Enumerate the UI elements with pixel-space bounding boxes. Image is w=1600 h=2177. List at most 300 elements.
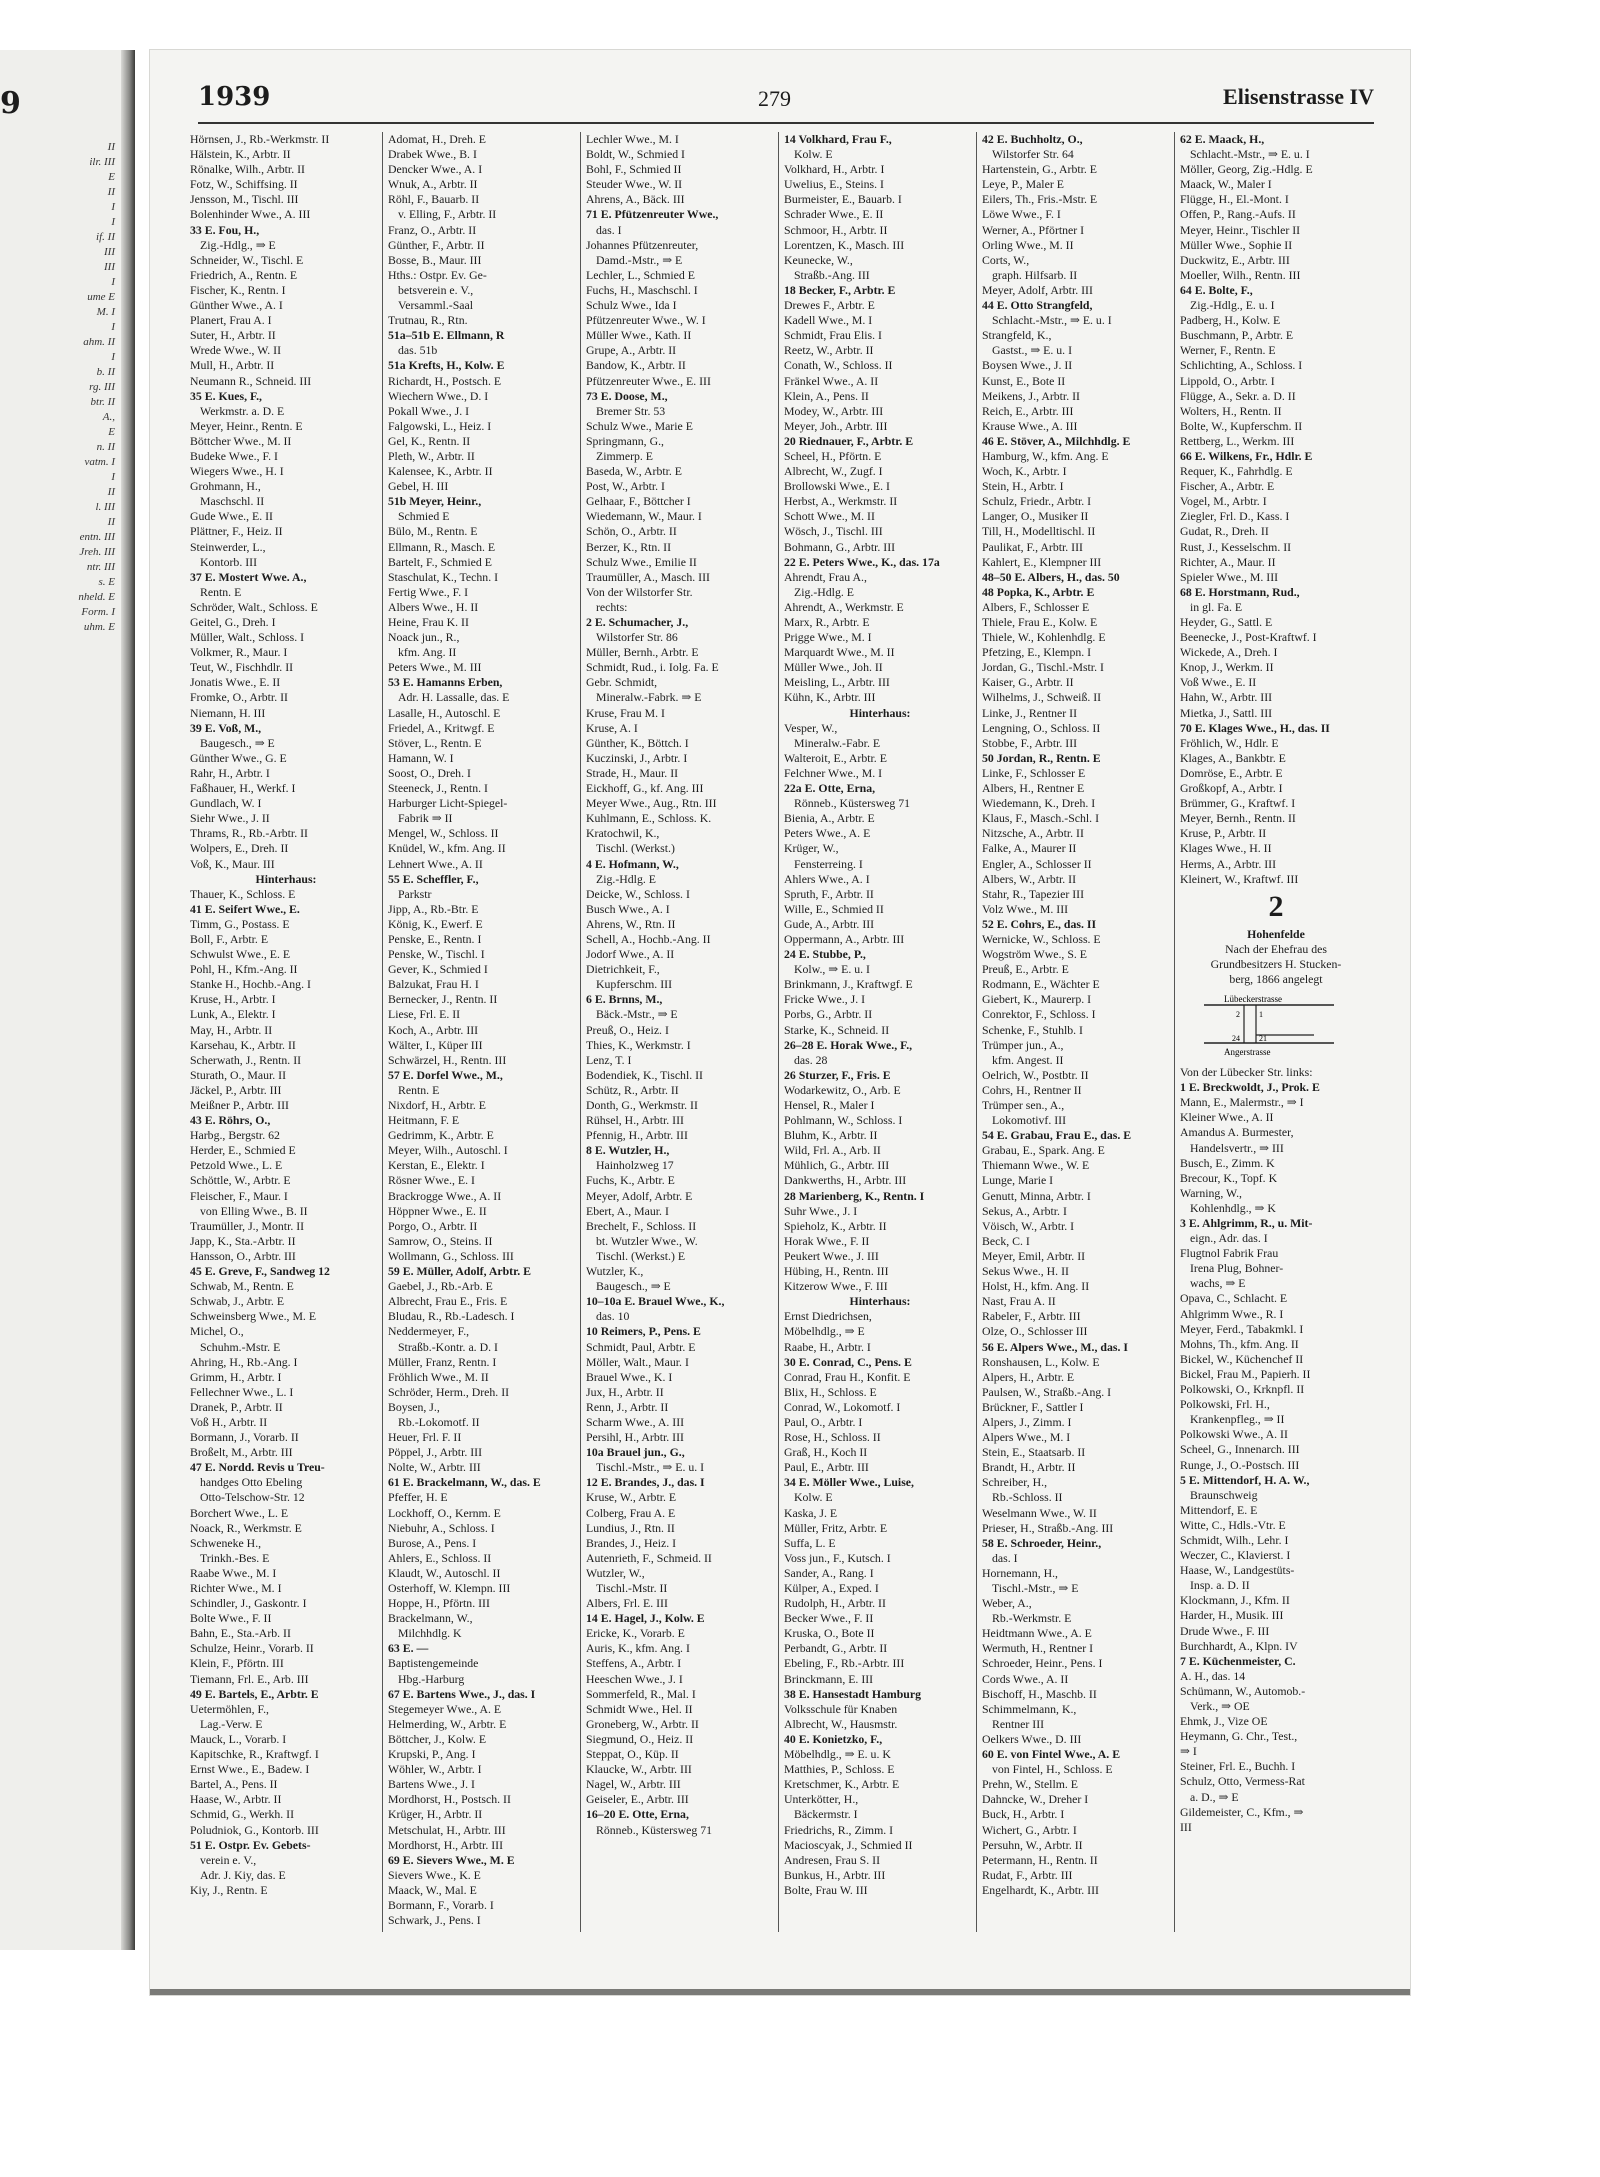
directory-entry: Müller, Bernh., Arbtr. E [586,645,699,660]
directory-entry: Scheel, G., Innenarch. III [1180,1442,1300,1457]
directory-entry: Spieholz, K., Arbtr. II [784,1218,887,1233]
directory-column [582,132,779,1932]
directory-entry: Budeke Wwe., F. I [190,448,278,463]
directory-entry: Schwab, J., Arbtr. E [190,1294,285,1309]
directory-entry: Domröse, E., Arbtr. E [1180,765,1283,780]
directory-entry: Heine, Frau K. II [388,615,469,629]
directory-entry: Donth, G., Werkmstr. II [586,1098,698,1112]
directory-entry: Wilhelms, J., Schweiß. II [982,690,1102,705]
directory-entry: Hths.: Ostpr. Ev. Ge- [388,267,487,282]
directory-entry: Ernst Diedrichsen, [784,1309,872,1324]
directory-entry: Giebert, K., Maurerp. I [982,992,1092,1007]
directory-entry: Dahncke, W., Dreher I [982,1792,1089,1807]
directory-entry: Strangfeld, K., [982,328,1052,343]
directory-entry: Siegmund, O., Heiz. II [586,1731,694,1746]
directory-entry: Günther, F., Arbtr. II [388,237,485,252]
directory-entry: das. I [596,222,622,237]
directory-entry: Timm, G., Postass. E [190,916,290,931]
directory-entry: Pfetzing, E., Klempn. I [982,645,1092,660]
directory-entry: Möller, Walt., Maur. I [586,1354,689,1369]
directory-entry: Klaudt, W., Autoschl. II [388,1565,501,1580]
directory-entry: Zig.-Hdlg. E [596,871,656,886]
directory-entry: Tischl.-Mstr. II [596,1581,668,1595]
directory-entry: Dankwerths, H., Arbtr. III [784,1173,907,1188]
directory-entry: Klages Wwe., H. II [1180,841,1272,856]
book-gutter [121,50,135,1950]
directory-entry: Lehnert Wwe., A. II [388,856,483,871]
directory-entry: Penske, E., Rentn. I [388,931,482,946]
directory-entry: Gever, K., Schmied I [388,962,488,977]
directory-entry: Verk., ⇒ OE [1190,1699,1250,1713]
directory-entry: Pohl, H., Kfm.-Ang. II [190,962,298,977]
directory-entry: Möbelhdlg., ⇒ E [784,1324,865,1339]
directory-entry: Lippold, O., Arbtr. I [1180,373,1275,388]
directory-entry: Bahn, E., Sta.-Arb. II [190,1626,291,1641]
directory-entry: Bienia, A., Arbtr. E [784,811,875,826]
directory-entry: Opava, C., Schlacht. E [1180,1291,1288,1306]
directory-entry: 8 E. Wutzler, H., [586,1143,670,1158]
directory-entry: Paul, E., Arbtr. III [784,1460,869,1475]
directory-entry: Rühsel, H., Arbtr. III [586,1113,684,1128]
prev-page-text-fragment: btr. II [90,396,115,408]
prev-page-text-fragment: vatm. I [84,456,115,468]
directory-entry: Steffens, A., Arbtr. I [586,1656,682,1671]
directory-entry: Wutzler, W., [586,1565,645,1580]
directory-entry: Gundlach, W. I [190,796,262,811]
directory-entry: Boll, F., Arbtr. E [190,931,269,946]
directory-entry: Thrams, R., Rb.-Arbtr. II [190,826,308,841]
directory-entry: Brümmer, G., Kraftwf. I [1180,796,1296,811]
directory-entry: Neumann R., Schneid. III [190,373,312,388]
directory-entry: Harbg., Bergstr. 62 [190,1128,280,1143]
directory-entry: Holst, H., kfm. Ang. II [982,1279,1090,1294]
directory-entry: Böttcher Wwe., M. II [190,433,292,448]
directory-entry: 44 E. Otto Strangfeld, [982,298,1093,313]
directory-column [384,132,581,1932]
directory-entry: 30 E. Conrad, C., Pens. E [784,1354,912,1369]
directory-entry: Pfennig, H., Arbtr. III [586,1128,688,1143]
directory-entry: Fabrik ⇒ II [398,811,453,826]
directory-entry: verein e. V., [200,1852,257,1867]
directory-entry: Niemann, H. III [190,705,266,720]
directory-entry: Reetz, W., Arbtr. II [784,343,874,358]
directory-entry: Stobbe, F., Arbtr. III [982,735,1078,750]
directory-entry: Spruth, F., Arbtr. II [784,886,874,901]
directory-entry: Bludau, R., Rb.-Ladesch. I [388,1309,515,1324]
directory-entry: Keunecke, W., [784,252,853,267]
directory-entry: Meyer, Emil, Arbtr. II [982,1248,1086,1263]
directory-entry: Kitzerow Wwe., F. III [784,1279,888,1294]
directory-entry: Soost, O., Dreh. I [388,765,471,780]
directory-entry: Brecour, K., Topf. K [1180,1170,1278,1185]
directory-entry: Hohenfelde [1247,926,1305,941]
directory-entry: Kuczinski, J., Arbtr. I [586,750,688,765]
directory-entry: 69 E. Sievers Wwe., M. E [388,1852,515,1867]
directory-entry: Meyer, Adolf, Arbtr. III [982,282,1093,297]
directory-entry: Werner, F., Rentn. E [1180,343,1276,358]
directory-entry: 64 E. Bolte, F., [1180,282,1253,297]
directory-entry: Busch, E., Zimm. K [1180,1155,1275,1170]
directory-entry: das. 10 [596,1309,630,1324]
directory-entry: Mull, H., Arbtr. II [190,358,275,373]
directory-entry: Prieser, H., Straßb.-Ang. III [982,1520,1114,1535]
directory-entry: 5 E. Mittendorf, H. A. W., [1180,1472,1310,1487]
directory-entry: Mordhorst, H., Postsch. II [388,1792,511,1807]
directory-entry: Planert, Frau A. I [190,313,272,328]
directory-entry: Wild, Frl. A., Arb. II [784,1143,881,1158]
directory-entry: Ehmk, J., Vize OE [1180,1714,1268,1729]
directory-entry: Sievers Wwe., K. E [388,1867,481,1882]
directory-entry: Porbs, G., Arbtr. II [784,1007,873,1022]
directory-entry: Conrad, W., Lokomotf. I [784,1399,901,1414]
directory-entry: Hainholzweg 17 [596,1158,674,1173]
directory-entry: Burose, A., Pens. I [388,1535,477,1550]
directory-entry: Persihl, H., Arbtr. III [586,1430,684,1445]
directory-entry: Kaska, J. E [784,1505,838,1520]
directory-entry: 47 E. Nordd. Revis u Treu- [190,1460,325,1475]
directory-column [186,132,383,1932]
directory-entry: Fischer, A., Arbtr. E [1180,479,1275,494]
directory-entry: graph. Hilfsarb. II [992,267,1078,282]
directory-entry: Preuß, E., Arbtr. E [982,962,1069,977]
prev-page-text-fragment: I [111,216,115,228]
directory-entry: Kruse, Frau M. I [586,705,665,720]
directory-entry: Wälter, I., Küper III [388,1037,483,1052]
directory-entry: Mann, E., Malermstr., ⇒ I [1180,1095,1304,1110]
directory-entry: Falgowski, L., Heiz. I [388,418,492,433]
directory-entry: Wilstorfer Str. 86 [596,630,678,645]
directory-entry: Ahrens, W., Rtn. II [586,916,676,931]
directory-entry: Ericke, K., Vorarb. E [586,1626,685,1641]
directory-entry: Hbg.-Harburg [398,1671,465,1686]
directory-entry: Becker Wwe., F. II [784,1611,874,1626]
prev-page-text-fragment: l. III [95,501,115,513]
directory-entry: Ellmann, R., Masch. E [388,539,496,554]
directory-entry: Traumüller, A., Masch. III [586,569,710,584]
directory-entry: Fricke Wwe., J. I [784,992,866,1007]
prev-page-text-fragment: rg. III [89,381,115,393]
directory-entry: Kretschmer, K., Arbtr. E [784,1777,900,1792]
directory-entry: Mohns, Th., kfm. Ang. II [1180,1336,1299,1351]
prev-page-text-fragment: uhm. E [83,621,115,633]
directory-entry: Schlacht.-Mstr., ⇒ E. u. I [1190,147,1310,162]
directory-entry: Johannes Pfützenreuter, [586,237,699,252]
directory-entry: 51b Meyer, Heinr., [388,494,482,509]
directory-entry: Reich, E., Arbtr. III [982,403,1074,418]
directory-entry: Bolte, Frau W. III [784,1882,868,1897]
prev-page-text-fragment: n. II [96,441,115,453]
directory-entry: Tischl.-Mstr., ⇒ E [992,1581,1079,1595]
directory-entry: Stahr, R., Tapezier III [982,886,1084,901]
directory-entry: Wiechern Wwe., D. I [388,388,489,403]
directory-entry: Herbst, A., Werkmstr. II [784,494,898,509]
directory-entry: Günther Wwe., A. I [190,298,283,313]
directory-entry: Schneider, W., Tischl. E [190,252,304,267]
directory-entry: Flügge, A., Sekr. a. D. II [1180,388,1296,403]
directory-entry: Müller, Walt., Schloss. I [190,630,305,645]
directory-entry: Schweinsberg Wwe., M. E [190,1309,317,1324]
directory-entry: Starke, K., Schneid. II [784,1022,890,1037]
directory-entry: Preuß, O., Heiz. I [586,1022,669,1037]
directory-entry: Conrektor, F., Schloss. I [982,1007,1096,1022]
directory-entry: Samrow, O., Steins. II [388,1233,493,1248]
directory-entry: Witte, C., Hdls.-Vtr. E [1180,1517,1286,1532]
directory-entry: 22a E. Otte, Erna, [784,781,876,796]
directory-entry: 51a–51b E. Ellmann, R [388,328,505,343]
prev-page-text-fragment: Form. I [81,606,115,618]
directory-entry: Steinwerder, L., [190,539,266,554]
directory-entry: Wodarkewitz, O., Arb. E [784,1082,901,1097]
directory-entry: Volz Wwe., M. III [982,901,1069,916]
directory-entry: Flügge, H., El.-Mont. I [1180,192,1289,207]
directory-entry: Kruse, A. I [586,720,638,735]
directory-entry: Krupski, P., Ang. I [388,1747,476,1762]
directory-entry: Penske, W., Tischl. I [388,947,485,962]
prev-page-text-fragment: A., [102,411,115,423]
directory-entry: Schmid, G., Werkh. II [190,1807,295,1822]
directory-entry: Macioscyak, J., Schmied II [784,1837,913,1852]
directory-entry: 4 E. Hofmann, W., [586,856,679,871]
directory-entry: A. H., das. 14 [1180,1668,1246,1683]
directory-entry: Berzer, K., Rtn. II [586,539,672,554]
directory-entry: Duckwitz, E., Arbtr. III [1180,252,1290,267]
directory-entry: Wollmann, G., Schloss. III [388,1248,514,1263]
directory-entry: Lockhoff, O., Kernm. E [388,1505,501,1520]
directory-entry: Harder, H., Musik. III [1180,1608,1284,1623]
directory-entry: Heitmann, F. E [388,1113,460,1128]
directory-entry: Rentn. E [200,584,242,599]
directory-entry: Rönneb., Küstersweg 71 [794,796,910,811]
directory-entry: Beenecke, J., Post-Kraftwf. I [1180,630,1317,645]
directory-entry: Maack, W., Maler I [1180,177,1272,192]
directory-entry: Cords Wwe., A. II [982,1671,1069,1686]
directory-entry: Strade, H., Maur. II [586,765,679,780]
directory-entry: Mittendorf, E. E [1180,1502,1258,1517]
directory-entry: Löwe Wwe., F. I [982,207,1061,222]
directory-entry: Bolte, W., Kupferschm. II [1180,418,1303,433]
directory-entry: 58 E. Schroeder, Heinr., [982,1535,1102,1550]
directory-entry: Schroeder, Heinr., Pens. I [982,1656,1103,1671]
directory-entry: Versamml.-Saal [398,298,474,313]
prev-page-text-fragment: II [107,141,115,153]
directory-entry: Schöttle, W., Arbtr. E [190,1173,291,1188]
directory-entry: Knop, J., Werkm. II [1180,660,1274,675]
directory-entry: Volkmer, R., Maur. I [190,645,288,660]
directory-entry: Schenke, F., Stuhlb. I [982,1022,1083,1037]
directory-entry: Richter Wwe., M. I [190,1581,282,1595]
directory-entry: Graß, H., Koch II [784,1445,868,1460]
directory-entry: Alpers, J., Zimm. I [982,1414,1072,1429]
directory-entry: Till, H., Modelltischl. II [982,524,1096,539]
directory-entry: das. I [992,1550,1018,1565]
directory-entry: Baseda, W., Arbtr. E [586,464,683,479]
directory-entry: 10 Reimers, P., Pens. E [586,1324,701,1339]
directory-entry: Brinckmann, E. III [784,1671,874,1686]
directory-entry: bt. Wutzler Wwe., W. [596,1233,698,1248]
directory-entry: Höppner Wwe., E. II [388,1203,487,1218]
directory-entry: Heidtmann Wwe., A. E [982,1626,1092,1641]
directory-entry: Busch Wwe., A. I [586,901,670,916]
directory-entry: Parkstr [398,886,432,901]
directory-entry: Albrecht, Frau E., Fris. E [388,1294,508,1309]
directory-entry: 62 E. Maack, H., [1180,132,1265,146]
directory-entry: 48 Popka, K., Arbtr. E [982,584,1095,599]
directory-entry: Rönalke, Wilh., Arbtr. II [190,162,305,177]
directory-entry: Sturath, O., Maur. II [190,1067,286,1082]
directory-entry: ⇒ I [1180,1744,1197,1759]
directory-entry: 57 E. Dorfel Wwe., M., [388,1067,503,1082]
directory-entry: Albers, W., Arbtr. II [982,871,1077,886]
directory-entry: Koch, A., Arbtr. III [388,1022,479,1037]
directory-entry: Liese, Frl. E. II [388,1007,461,1022]
directory-entry: Großkopf, A., Arbtr. I [1180,781,1283,796]
directory-entry: Linke, F., Schlosser E [982,765,1086,780]
directory-entry: v. Elling, F., Arbtr. II [398,207,497,222]
directory-entry: Tiemann, Frl. E., Arb. III [190,1671,309,1686]
directory-entry: Trutnau, R., Rtn. [388,313,468,328]
directory-entry: Lenz, T. I [586,1052,632,1067]
directory-entry: Bodendiek, K., Tischl. II [586,1067,703,1082]
directory-entry: 41 E. Seifert Wwe., E. [190,901,300,916]
prev-page-text-fragment: I [111,471,115,483]
directory-entry: Brollowski Wwe., E. I [784,479,890,494]
directory-entry: Schimmelmann, K., [982,1701,1077,1716]
directory-entry: Schmidt, Frau Elis. I [784,328,882,343]
directory-entry: von Elling Wwe., B. II [200,1203,308,1218]
directory-entry: Geiseler, E., Arbtr. III [586,1792,689,1807]
directory-entry: Stöver, L., Rentn. E [388,735,482,750]
directory-entry: Ahrendt, Frau A., [784,569,867,584]
directory-entry: Traumüller, J., Montr. II [190,1218,305,1233]
directory-entry: 28 Marienberg, K., Rentn. I [784,1188,925,1203]
directory-entry: Schröder, Herm., Dreh. II [388,1384,510,1399]
directory-entry: 38 E. Hansestadt Hamburg [784,1686,921,1701]
directory-entry: Werkmstr. a. D. E [200,403,285,418]
directory-entry: Fränkel Wwe., A. II [784,373,879,388]
directory-entry: Conath, W., Schloss. II [784,358,893,373]
directory-entry: Stanke H., Hochb.-Ang. I [190,977,311,992]
directory-entry: Gastst., ⇒ E. u. I [992,343,1073,358]
directory-entry: Albers Wwe., H. II [388,599,479,614]
directory-entry: Friedrichs, R., Zimm. I [784,1822,894,1837]
directory-entry: Straßb.-Kontr. a. D. I [398,1339,498,1354]
directory-entry: Kalensee, K., Arbtr. II [388,464,493,479]
directory-entry: Stein, E., Staatsarb. II [982,1445,1086,1460]
directory-entry: Peukert Wwe., J. III [784,1248,879,1263]
directory-entry: Ahlgrimm Wwe., R. I [1180,1306,1284,1321]
directory-entry: Jonatis Wwe., E. II [190,675,281,690]
directory-entry: Jodorf Wwe., A. II [586,947,675,962]
directory-entry: Dietrichkeit, F., [586,962,660,977]
directory-entry: Meyer, Heinr., Tischler II [1180,222,1301,237]
directory-entry: Brückner, F., Sattler I [982,1399,1084,1414]
page-header [198,82,1374,124]
directory-entry: Springmann, G., [586,433,664,448]
directory-entry: 61 E. Brackelmann, W., das. E [388,1475,541,1490]
directory-entry: Kleiner Wwe., A. II [1180,1110,1274,1125]
prev-page-text-fragment: III [104,246,115,258]
directory-entry: Sekus, A., Arbtr. I [982,1203,1067,1218]
directory-entry: Neddermeyer, F., [388,1324,470,1339]
directory-entry: Mühlich, G., Arbtr. III [784,1158,890,1173]
directory-entry: 40 E. Konietzko, F., [784,1731,883,1746]
prev-page-text-fragment: ilr. III [89,156,115,168]
directory-entry: Meyer, Adolf, Arbtr. E [586,1188,693,1203]
directory-entry: Von der Wilstorfer Str. [586,584,693,599]
directory-entry: Hamburg, W., kfm. Ang. E [982,448,1109,463]
directory-entry: Rabeler, F., Arbtr. III [982,1309,1081,1324]
directory-entry: Vesper, W., [784,720,838,735]
directory-entry: Japp, K., Sta.-Arbtr. II [190,1233,296,1248]
prev-page-text-fragment: b. II [96,366,115,378]
directory-entry: Wickede, A., Dreh. I [1180,645,1278,660]
directory-entry: 33 E. Fou, H., [190,222,260,237]
directory-entry: Franz, O., Arbtr. II [388,222,477,237]
directory-entry: Schröder, Walt., Schloss. E [190,599,318,614]
directory-entry: Meyer, Ferd., Tabakmkl. I [1180,1321,1304,1336]
directory-entry: Hörnsen, J., Rb.-Werkmstr. II [190,132,330,146]
directory-entry: Cohrs, H., Rentner II [982,1082,1082,1097]
directory-entry: Peters Wwe., A. E [784,826,871,841]
directory-entry: Schindler, J., Gaskontr. I [190,1596,307,1611]
directory-entry: Wolters, H., Rentn. II [1180,403,1282,418]
directory-entry: berg, 1866 angelegt [1229,971,1323,986]
directory-entry: Raabe Wwe., M. I [190,1565,277,1580]
directory-entry: Albers, Frl. E. III [586,1596,668,1611]
directory-entry: Noack, R., Werkmstr. E [190,1520,302,1535]
directory-entry: Thauer, K., Schloss. E [190,886,296,901]
directory-entry: Pöppel, J., Arbtr. III [388,1445,483,1460]
directory-entry: Fertig Wwe., F. I [388,584,469,599]
directory-entry: Sommerfeld, R., Mal. I [586,1686,696,1701]
directory-entry: Borchert Wwe., L. E [190,1505,289,1520]
directory-entry: Wiedemann, W., Maur. I [586,509,702,524]
directory-entry: Renn, J., Arbtr. II [586,1399,669,1414]
directory-entry: Herms, A., Arbtr. III [1180,856,1276,871]
prev-page-text-fragment: s. E [98,576,115,588]
directory-entry: Müller Wwe., Sophie II [1180,237,1293,252]
directory-entry: Balzukat, Frau H. I [388,977,479,992]
directory-entry: Müller, Franz, Rentn. I [388,1354,497,1369]
directory-entry: Schmidt, Rud., i. Iolg. Fa. E [586,660,719,675]
directory-entry: Oelrich, W., Postbtr. II [982,1067,1089,1082]
directory-entry: kfm. Ang. II [398,645,457,660]
directory-entry: Volkhard, H., Arbtr. I [784,162,885,177]
directory-entry: Lokomotivf. III [992,1113,1067,1128]
directory-entry: Fuchs, H., Maschschl. I [586,282,698,297]
directory-entry: Marquardt Wwe., M. II [784,645,895,660]
directory-entry: 48–50 E. Albers, H., das. 50 [982,569,1120,584]
directory-entry: Schmidt Wwe., Hel. II [586,1701,693,1716]
directory-entry: Günther Wwe., G. E [190,750,287,765]
directory-entry: 68 E. Horstmann, Rud., [1180,584,1300,599]
directory-entry: Hartenstein, G., Arbtr. E [982,162,1097,177]
directory-entry: 56 E. Alpers Wwe., M., das. I [982,1339,1128,1354]
directory-entry: Meisling, L., Arbtr. III [784,675,890,690]
directory-entry: May, H., Arbtr. II [190,1022,273,1037]
directory-entry: Haase, W., Arbtr. II [190,1792,282,1807]
directory-entry: Bormann, J., Vorarb. II [190,1430,299,1445]
directory-entry: Raabe, H., Arbtr. I [784,1339,871,1354]
directory-entry: Zimmerp. E [596,448,654,463]
directory-entry: III [1180,1819,1192,1834]
directory-entry: 3 E. Ahlgrimm, R., u. Mit- [1180,1216,1313,1230]
directory-entry: Andresen, Frau S. II [784,1852,880,1867]
directory-entry: Plättner, F., Heiz. II [190,524,283,539]
directory-entry: Insp. a. D. II [1190,1578,1250,1593]
page-year: 1939 [198,82,271,112]
directory-entry: Hoppe, H., Pförtn. III [388,1596,490,1611]
